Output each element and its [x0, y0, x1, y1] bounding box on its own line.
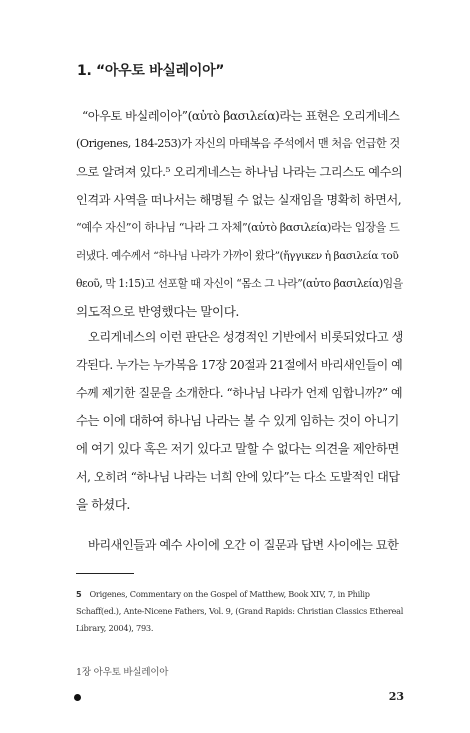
footnote-line: Schaff(ed.), Ante-Nicene Fathers, Vol. 9, (Grand Rapids: Christian Classics Ethereal [76, 606, 404, 616]
paragraph-line: 수께 제기한 질문을 소개한다. “하나님 나라가 언제 임합니까?” 예 [76, 386, 403, 400]
bullet-mark [74, 694, 81, 701]
footnote [76, 586, 406, 637]
footnote-line: Origenes, Commentary on the Gospel of Matthew, Book XIV, 7, in Philip [89, 589, 370, 599]
paragraph-line: 의도적으로 반영했다는 말이다. [76, 304, 239, 319]
paragraph-line: θεοῦ, 막 1:15)고 선포할 때 자신이 “몸소 그 나라”(αὐτο βασιλεία)임을 [76, 277, 403, 290]
footnote-line: Library, 2004), 793. [76, 623, 154, 633]
paragraph-2 [76, 323, 403, 519]
paragraph-line: 러냈다. 예수께서 “하나님 나라가 가까이 왔다”(ἤγγικεν ἡ βασιλεία τοῦ [76, 250, 399, 262]
footnote-number: 5 [76, 589, 82, 599]
running-head: 1장 아우토 바실레이아 [76, 667, 169, 678]
paragraph-line: 수는 이에 대하여 하나님 나라는 볼 수 있게 임하는 것이 아니기 [76, 413, 399, 428]
paragraph-line: 오리게네스의 이런 판단은 성경적인 기반에서 비롯되었다고 생 [88, 330, 403, 344]
paragraph-3 [76, 531, 403, 559]
footnote-divider [76, 573, 134, 574]
paragraph-line: “예수 자신”이 하나님 “나라 그 자체”(αὐτὸ βασιλεία)라는 입장을 드 [76, 221, 400, 234]
paragraph-line: 바리새인들과 예수 사이에 오간 이 질문과 답변 사이에는 묘한 [88, 538, 399, 552]
paragraph-line: 으로 알려져 있다.⁵ 오리게네스는 하나님 나라는 그리스도 예수의 [76, 165, 403, 179]
page-number: 23 [388, 690, 404, 703]
paragraph-line: (Origenes, 184-253)가 자신의 마태복음 주석에서 맨 처음 언급한 것 [76, 137, 400, 150]
paragraph-1 [76, 102, 403, 326]
paragraph-line: 각된다. 누가는 누가복음 17장 20절과 21절에서 바리새인들이 예 [76, 358, 403, 372]
paragraph-line: 에 여기 있다 혹은 저기 있다고 말할 수 없다는 의견을 제안하면 [76, 441, 399, 456]
paragraph-line: 서, 오히려 “하나님 나라는 너희 안에 있다”는 다소 도발적인 대답 [76, 470, 400, 484]
paragraph-line: 을 하셨다. [76, 497, 130, 512]
paragraph-line: 인격과 사역을 떠나서는 해명될 수 없는 실재임을 명확히 하면서, [76, 193, 402, 207]
paragraph-line: “아우토 바실레이아”(αὐτὸ βασιλεία)라는 표현은 오리게네스 [82, 109, 400, 123]
section-heading: 1. “아우토 바실레이아” [77, 63, 225, 79]
